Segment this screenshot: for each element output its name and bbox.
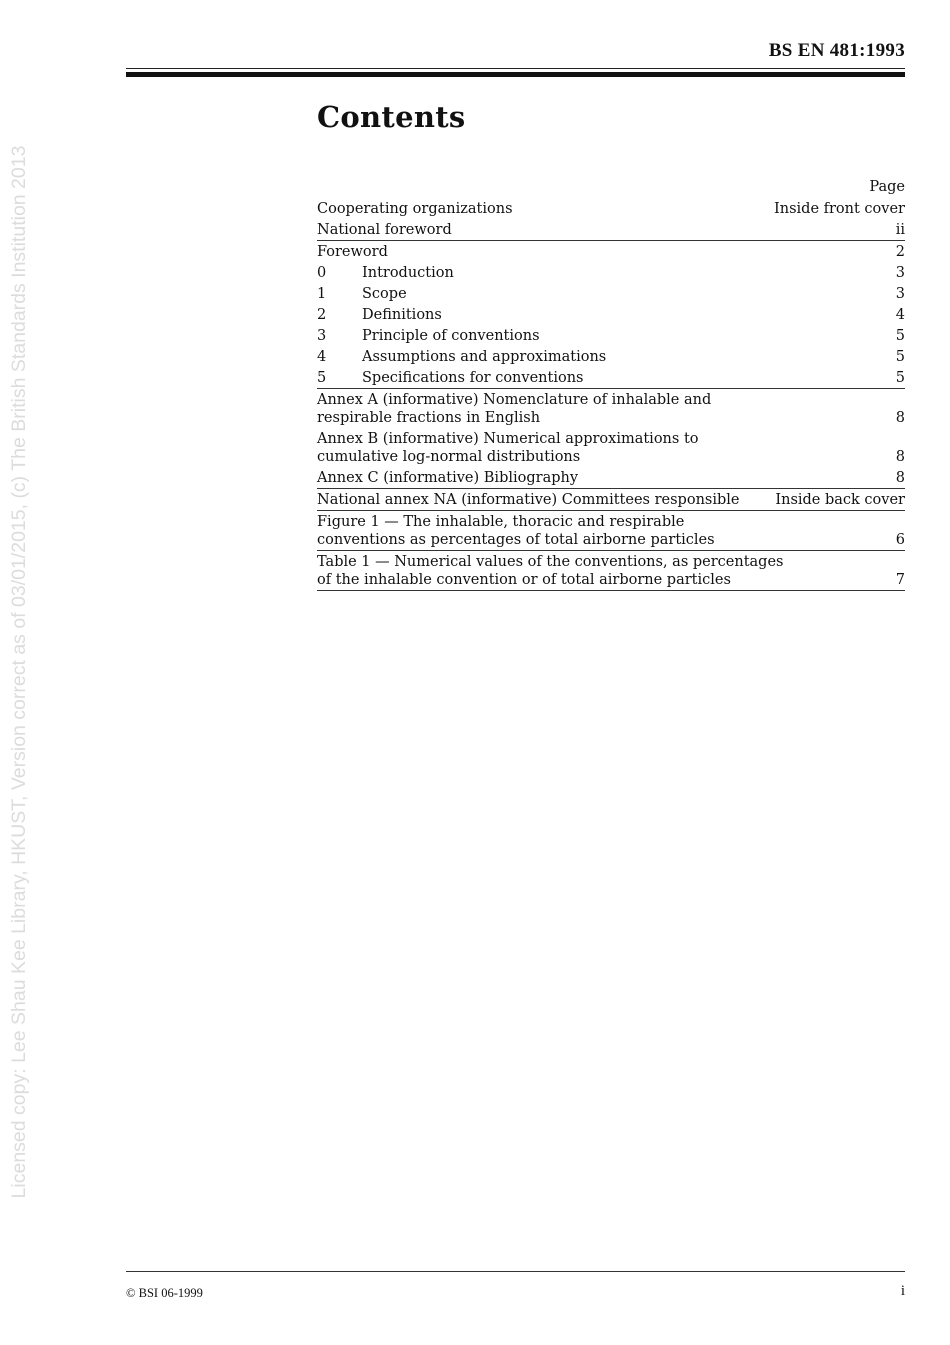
toc-entry-text: Assumptions and approximations bbox=[362, 349, 607, 365]
license-watermark: Licensed copy: Lee Shau Kee Library, HKUST, Version correct as of 03/01/2015, (c) The British Standards Institution 2013 bbox=[8, 145, 30, 1199]
toc-entry-page: Inside front cover bbox=[774, 201, 905, 217]
toc-entry-definitions[interactable] bbox=[317, 304, 905, 325]
table-of-contents bbox=[317, 177, 905, 591]
clause-number: 2 bbox=[317, 307, 327, 323]
toc-entry-text: Scope bbox=[362, 286, 407, 302]
toc-entry-page: 8 bbox=[895, 449, 905, 465]
toc-entry-table-1[interactable] bbox=[317, 551, 905, 591]
header-rule-thick bbox=[126, 72, 905, 77]
page-number: i bbox=[900, 1283, 905, 1299]
header-rule-thin bbox=[126, 68, 905, 69]
toc-entry-page: 6 bbox=[895, 532, 905, 548]
toc-entry-page: 5 bbox=[895, 349, 905, 365]
clause-number: 1 bbox=[317, 286, 327, 302]
toc-entry-page: 3 bbox=[895, 286, 905, 302]
toc-entry-text: Foreword bbox=[317, 244, 388, 260]
toc-entry-figure-1[interactable] bbox=[317, 511, 905, 551]
toc-entry-scope[interactable] bbox=[317, 283, 905, 304]
toc-entry-annex-a[interactable] bbox=[317, 389, 905, 428]
clause-number: 4 bbox=[317, 349, 327, 365]
footer-rule bbox=[126, 1271, 905, 1272]
clause-number: 5 bbox=[317, 370, 327, 386]
toc-entry-introduction[interactable] bbox=[317, 262, 905, 283]
copyright-notice: © BSI 06-1999 bbox=[126, 1286, 203, 1300]
toc-entry-page: 8 bbox=[895, 470, 905, 486]
document-id: BS EN 481:1993 bbox=[768, 40, 905, 61]
clause-number: 0 bbox=[317, 265, 327, 281]
page-title: Contents bbox=[317, 100, 466, 134]
toc-entry-foreword[interactable] bbox=[317, 241, 905, 262]
page-column-heading: Page bbox=[869, 179, 905, 195]
toc-entry-page: Inside back cover bbox=[775, 492, 905, 508]
toc-entry-national-annex-na[interactable] bbox=[317, 489, 905, 511]
toc-entry-annex-b[interactable] bbox=[317, 428, 905, 467]
clause-number: 3 bbox=[317, 328, 327, 344]
toc-entry-text: Specifications for conventions bbox=[362, 370, 584, 386]
toc-entry-page: 8 bbox=[895, 410, 905, 426]
toc-entry-annex-c[interactable] bbox=[317, 467, 905, 489]
toc-entry-page: 5 bbox=[895, 328, 905, 344]
toc-entry-text: Figure 1 — The inhalable, thoracic and respirable conventions as percentages of total airborne particles bbox=[317, 514, 715, 548]
toc-entry-text: Table 1 — Numerical values of the conventions, as percentages of the inhalable convention or of total airborne particles bbox=[317, 554, 784, 588]
toc-entry-text: Annex C (informative) Bibliography bbox=[317, 470, 579, 486]
toc-entry-text: Principle of conventions bbox=[362, 328, 540, 344]
toc-entry-text: Introduction bbox=[362, 265, 454, 281]
toc-entry-page: 4 bbox=[895, 307, 905, 323]
toc-entry-text: Annex A (informative) Nomenclature of inhalable and respirable fractions in English bbox=[317, 392, 712, 426]
toc-entry-specifications[interactable] bbox=[317, 367, 905, 389]
toc-entry-page: ii bbox=[895, 222, 905, 238]
toc-entry-national-foreword[interactable] bbox=[317, 219, 905, 241]
toc-entry-text: Cooperating organizations bbox=[317, 201, 513, 217]
toc-entry-principle-of-conventions[interactable] bbox=[317, 325, 905, 346]
toc-entry-page: 5 bbox=[895, 370, 905, 386]
toc-entry-page: 2 bbox=[895, 244, 905, 260]
toc-entry-page: 3 bbox=[895, 265, 905, 281]
toc-entry-text: Definitions bbox=[362, 307, 442, 323]
toc-entry-page: 7 bbox=[895, 572, 905, 588]
toc-entry-text: National foreword bbox=[317, 222, 452, 238]
toc-entry-assumptions[interactable] bbox=[317, 346, 905, 367]
toc-entry-cooperating-organizations[interactable] bbox=[317, 198, 905, 219]
toc-entry-text: National annex NA (informative) Committees responsible bbox=[317, 492, 740, 508]
toc-entry-text: Annex B (informative) Numerical approximations to cumulative log-normal distributions bbox=[317, 431, 699, 465]
